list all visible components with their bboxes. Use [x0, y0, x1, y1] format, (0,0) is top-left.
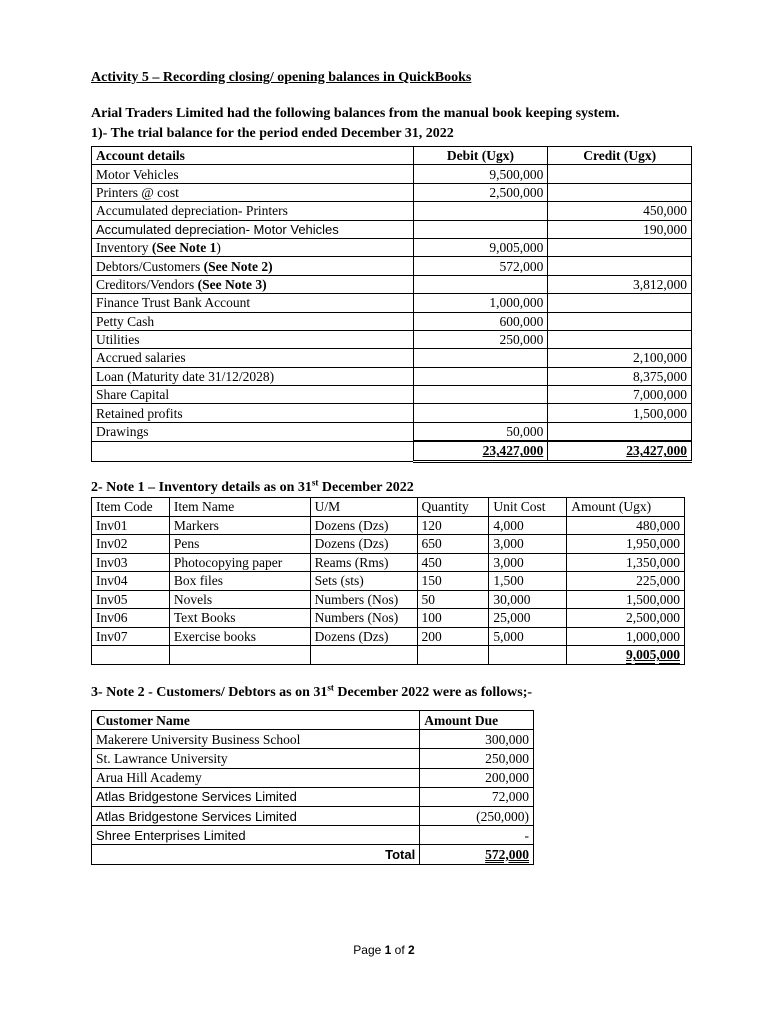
inventory-unit-cost-cell: 1,500 — [489, 572, 567, 591]
trial-balance-row — [92, 367, 692, 385]
inventory-amount-cell: 2,500,000 — [567, 609, 685, 628]
debit-cell — [413, 367, 548, 385]
inventory-row — [92, 590, 685, 609]
customer-amount-cell: 200,000 — [420, 768, 534, 787]
credit-cell — [548, 294, 692, 312]
footer-page-number: 1 — [384, 943, 392, 957]
trial-balance-total-row — [92, 441, 692, 461]
account-name-cell — [92, 386, 414, 404]
debit-cell — [413, 386, 548, 404]
inventory-qty-cell: 450 — [417, 553, 489, 572]
credit-cell — [548, 238, 692, 256]
credit-cell — [548, 183, 692, 201]
inventory-blank-cell — [310, 646, 417, 665]
inventory-code-cell: Inv07 — [92, 627, 170, 646]
trial-balance-row — [92, 220, 692, 238]
credit-cell: 2,100,000 — [548, 349, 692, 367]
section-2-title — [91, 477, 414, 496]
customer-row — [92, 806, 534, 825]
customer-name-cell: Arua Hill Academy — [92, 768, 420, 787]
customers-table — [91, 710, 534, 865]
debit-cell — [413, 404, 548, 422]
account-name-cell — [92, 349, 414, 367]
inventory-qty-cell: 100 — [417, 609, 489, 628]
customer-name-cell: Makerere University Business School — [92, 730, 420, 749]
credit-cell — [548, 165, 692, 183]
trial-balance-row — [92, 386, 692, 404]
account-name-cell — [92, 257, 414, 275]
quantity-header: Quantity — [417, 498, 489, 517]
customer-name-cell: St. Lawrance University — [92, 749, 420, 768]
section-3-title — [91, 682, 533, 701]
inventory-unit-cost-cell: 3,000 — [489, 553, 567, 572]
trial-balance-row — [92, 349, 692, 367]
account-note: (See Note 2) — [203, 258, 273, 274]
section-2-sup: st — [311, 477, 319, 488]
inventory-um-cell: Dozens (Dzs) — [310, 627, 417, 646]
trial-balance-table — [91, 146, 692, 463]
inventory-qty-cell: 50 — [417, 590, 489, 609]
debit-cell: 2,500,000 — [413, 183, 548, 201]
inventory-name-cell: Text Books — [169, 609, 310, 628]
account-name: Printers @ cost — [96, 184, 179, 200]
account-name-cell — [92, 183, 414, 201]
credit-cell: 7,000,000 — [548, 386, 692, 404]
section-3-suffix: December 2022 were as follows;- — [333, 685, 533, 700]
inventory-name-cell: Photocopying paper — [169, 553, 310, 572]
account-name-cell — [92, 330, 414, 348]
trial-balance-row — [92, 275, 692, 293]
account-name: Share Capital — [96, 387, 170, 403]
customer-name-header: Customer Name — [92, 711, 420, 730]
customer-amount-cell: 72,000 — [420, 787, 534, 806]
inventory-code-cell: Inv03 — [92, 553, 170, 572]
inventory-name-cell: Exercise books — [169, 627, 310, 646]
account-name: Accumulated depreciation- Motor Vehicles — [96, 221, 339, 237]
debit-cell — [413, 202, 548, 220]
page-footer — [0, 943, 768, 957]
inventory-code-cell: Inv01 — [92, 516, 170, 535]
total-blank-cell — [92, 441, 414, 461]
credit-header: Credit (Ugx) — [548, 147, 692, 165]
inventory-blank-cell — [169, 646, 310, 665]
item-name-header: Item Name — [169, 498, 310, 517]
account-name-cell — [92, 220, 414, 238]
account-name-cell — [92, 275, 414, 293]
account-note: (See Note 1 — [151, 240, 217, 256]
activity-heading: Activity 5 – Recording closing/ opening balances in QuickBooks — [91, 70, 472, 85]
inventory-row — [92, 572, 685, 591]
inventory-um-cell: Dozens (Dzs) — [310, 516, 417, 535]
inventory-row — [92, 553, 685, 572]
account-name: Motor Vehicles — [96, 166, 179, 182]
trial-balance-row — [92, 183, 692, 201]
debit-cell: 50,000 — [413, 422, 548, 441]
section-2-prefix: 2- Note 1 – Inventory details as on 31 — [91, 480, 312, 495]
debit-cell — [413, 349, 548, 367]
inventory-qty-cell: 120 — [417, 516, 489, 535]
account-name-cell — [92, 404, 414, 422]
inventory-name-cell: Novels — [169, 590, 310, 609]
account-name: Petty Cash — [96, 313, 155, 329]
debit-cell — [413, 220, 548, 238]
inventory-row — [92, 609, 685, 628]
inventory-amount-cell: 1,950,000 — [567, 535, 685, 554]
account-name-cell — [92, 367, 414, 385]
customer-row — [92, 826, 534, 845]
inventory-unit-cost-cell: 5,000 — [489, 627, 567, 646]
inventory-amount-cell: 1,350,000 — [567, 553, 685, 572]
customer-row — [92, 730, 534, 749]
section-3-sup: st — [327, 682, 334, 693]
inventory-total-row — [92, 646, 685, 665]
trial-balance-row — [92, 330, 692, 348]
account-name: Loan (Maturity date 31/12/2028) — [96, 368, 275, 384]
inventory-total-cell: 9,005,000 — [567, 646, 685, 665]
account-name: Finance Trust Bank Account — [96, 295, 251, 311]
section-2-suffix: December 2022 — [318, 480, 414, 495]
unit-cost-header: Unit Cost — [489, 498, 567, 517]
inventory-code-cell: Inv04 — [92, 572, 170, 591]
inventory-header-row — [92, 498, 685, 517]
trial-balance-header-row — [92, 147, 692, 165]
trial-balance-row — [92, 404, 692, 422]
account-name: Debtors/Customers — [96, 258, 204, 274]
footer-prefix: Page — [353, 943, 385, 957]
inventory-blank-cell — [489, 646, 567, 665]
credit-cell — [548, 330, 692, 348]
inventory-name-cell: Box files — [169, 572, 310, 591]
customers-header-row — [92, 711, 534, 730]
customer-amount-cell: - — [420, 826, 534, 845]
trial-balance-row — [92, 238, 692, 256]
footer-page-count: 2 — [408, 943, 415, 957]
account-name: Accumulated depreciation- Printers — [96, 203, 288, 219]
account-name-cell — [92, 312, 414, 330]
inventory-code-cell: Inv06 — [92, 609, 170, 628]
customers-total-label: Total — [92, 845, 420, 864]
inventory-code-cell: Inv05 — [92, 590, 170, 609]
inventory-um-cell: Sets (sts) — [310, 572, 417, 591]
inventory-um-cell: Numbers (Nos) — [310, 609, 417, 628]
inventory-um-cell: Dozens (Dzs) — [310, 535, 417, 554]
footer-mid: of — [391, 943, 409, 957]
account-name-cell — [92, 165, 414, 183]
debit-header: Debit (Ugx) — [413, 147, 548, 165]
inventory-amount-cell: 225,000 — [567, 572, 685, 591]
credit-cell: 450,000 — [548, 202, 692, 220]
account-name: Retained profits — [96, 405, 183, 421]
debit-cell — [413, 275, 548, 293]
total-debit-cell: 23,427,000 — [413, 441, 548, 461]
inventory-um-cell: Numbers (Nos) — [310, 590, 417, 609]
account-name: Utilities — [96, 332, 140, 348]
customers-total-row — [92, 845, 534, 864]
account-name: Inventory — [96, 240, 152, 256]
customer-row — [92, 768, 534, 787]
inventory-row — [92, 535, 685, 554]
total-credit-cell: 23,427,000 — [548, 441, 692, 461]
inventory-blank-cell — [417, 646, 489, 665]
credit-cell — [548, 257, 692, 275]
trial-balance-row — [92, 165, 692, 183]
customer-row — [92, 787, 534, 806]
intro-text: Arial Traders Limited had the following balances from the manual book keeping system. — [91, 106, 620, 121]
account-details-header: Account details — [92, 147, 414, 165]
debit-cell: 9,500,000 — [413, 165, 548, 183]
inventory-unit-cost-cell: 4,000 — [489, 516, 567, 535]
customers-total-cell: 572,000 — [420, 845, 534, 864]
amount-due-header: Amount Due — [420, 711, 534, 730]
inventory-amount-cell: 480,000 — [567, 516, 685, 535]
trial-balance-row — [92, 422, 692, 441]
trial-balance-row — [92, 202, 692, 220]
inventory-qty-cell: 150 — [417, 572, 489, 591]
amount-header: Amount (Ugx) — [567, 498, 685, 517]
um-header: U/M — [310, 498, 417, 517]
account-name: Drawings — [96, 424, 149, 440]
inventory-amount-cell: 1,000,000 — [567, 627, 685, 646]
inventory-row — [92, 516, 685, 535]
debit-cell: 250,000 — [413, 330, 548, 348]
account-name-cell — [92, 238, 414, 256]
inventory-row — [92, 627, 685, 646]
inventory-um-cell: Reams (Rms) — [310, 553, 417, 572]
inventory-qty-cell: 650 — [417, 535, 489, 554]
customer-amount-cell: 300,000 — [420, 730, 534, 749]
customer-amount-cell: 250,000 — [420, 749, 534, 768]
account-name-cell — [92, 202, 414, 220]
debit-cell: 1,000,000 — [413, 294, 548, 312]
customer-name-cell: Shree Enterprises Limited — [92, 826, 420, 845]
inventory-qty-cell: 200 — [417, 627, 489, 646]
inventory-unit-cost-cell: 30,000 — [489, 590, 567, 609]
trial-balance-row — [92, 294, 692, 312]
account-name: Creditors/Vendors — [96, 276, 198, 292]
credit-cell: 8,375,000 — [548, 367, 692, 385]
section-1-title: 1)- The trial balance for the period ended December 31, 2022 — [91, 126, 454, 141]
trial-balance-row — [92, 257, 692, 275]
debit-cell: 572,000 — [413, 257, 548, 275]
inventory-name-cell: Markers — [169, 516, 310, 535]
customer-name-cell: Atlas Bridgestone Services Limited — [92, 806, 420, 825]
credit-cell — [548, 312, 692, 330]
trial-balance-row — [92, 312, 692, 330]
account-name-cell — [92, 294, 414, 312]
section-3-prefix: 3- Note 2 - Customers/ Debtors as on 31 — [91, 685, 328, 700]
credit-cell: 1,500,000 — [548, 404, 692, 422]
inventory-table — [91, 497, 685, 665]
inventory-unit-cost-cell: 25,000 — [489, 609, 567, 628]
account-name: Accrued salaries — [96, 350, 186, 366]
customer-amount-cell: (250,000) — [420, 806, 534, 825]
inventory-unit-cost-cell: 3,000 — [489, 535, 567, 554]
debit-cell: 9,005,000 — [413, 238, 548, 256]
account-name-cell — [92, 422, 414, 441]
inventory-code-cell: Inv02 — [92, 535, 170, 554]
credit-cell — [548, 422, 692, 441]
inventory-amount-cell: 1,500,000 — [567, 590, 685, 609]
account-note: (See Note 3) — [197, 276, 267, 292]
customer-row — [92, 749, 534, 768]
credit-cell: 190,000 — [548, 220, 692, 238]
credit-cell: 3,812,000 — [548, 275, 692, 293]
account-note-suffix: ) — [216, 240, 221, 256]
inventory-blank-cell — [92, 646, 170, 665]
inventory-name-cell: Pens — [169, 535, 310, 554]
debit-cell: 600,000 — [413, 312, 548, 330]
item-code-header: Item Code — [92, 498, 170, 517]
customer-name-cell: Atlas Bridgestone Services Limited — [92, 787, 420, 806]
